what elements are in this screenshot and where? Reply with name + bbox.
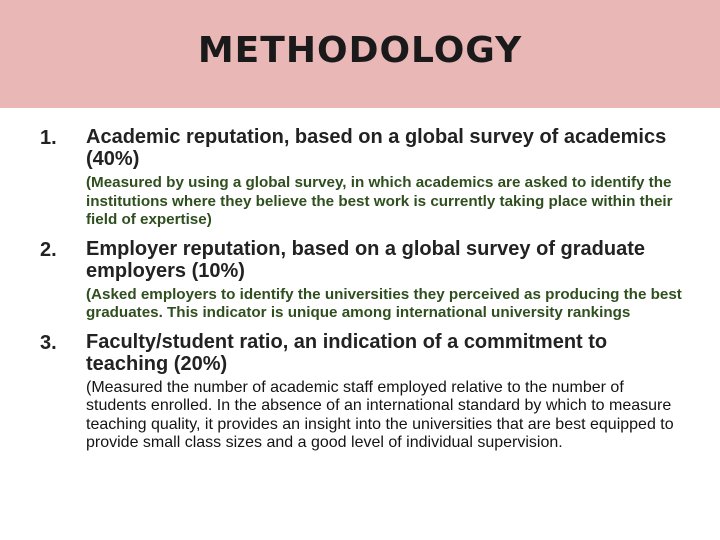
item-note: (Asked employers to identify the universities they perceived as producing the best graduates. This indicator is unique among international university rankings — [86, 285, 682, 321]
item-number: 3. — [40, 331, 57, 354]
list-item — [0, 126, 720, 230]
item-heading: Employer reputation, based on a global survey of graduate employers (10%) — [86, 237, 646, 282]
item-heading: Academic reputation, based on a global survey of academics (40%) — [86, 126, 667, 170]
item-number: 2. — [40, 238, 57, 261]
item-note: (Measured the number of academic staff employed relative to the number of students enrolled. In the absence of an international standard by which to measure teaching quality, it provides an insight into the universities that are best equipped to provide small class sizes and a good level of individual supervision. — [86, 378, 674, 451]
list-item — [0, 331, 720, 453]
item-heading: Faculty/student ratio, an indication of a commitment to teaching (20%) — [86, 330, 608, 375]
methodology-list — [0, 126, 720, 453]
list-item — [0, 238, 720, 323]
item-note: (Measured by using a global survey, in which academics are asked to identify the institutions where they believe the best work is currently taking place within their field of expertise) — [86, 174, 673, 228]
item-number: 1. — [40, 127, 57, 149]
slide-title: METHODOLOGY — [197, 30, 523, 71]
